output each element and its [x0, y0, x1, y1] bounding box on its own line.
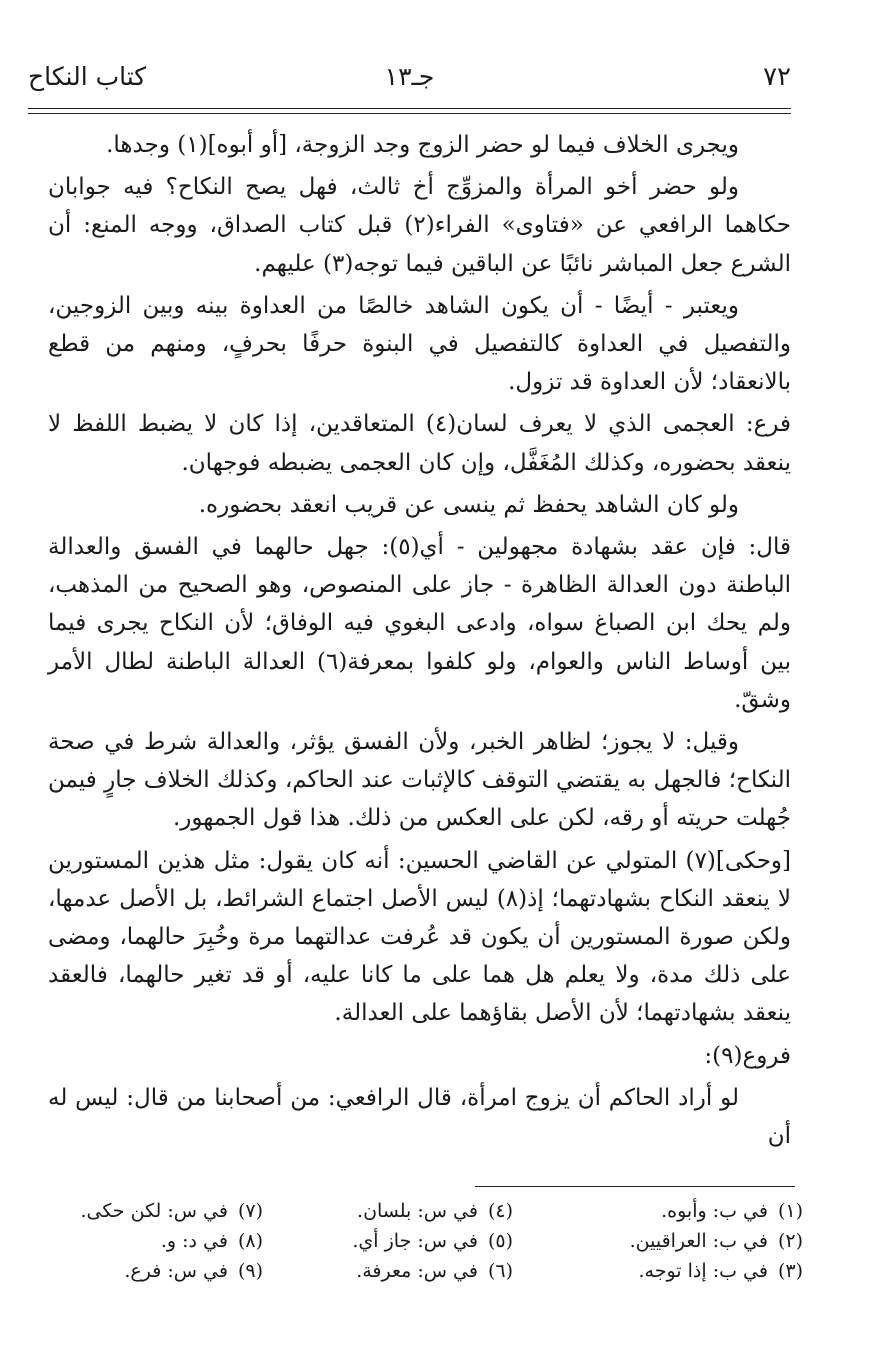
footnote-number: (٤) [487, 1200, 513, 1222]
paragraph: فرع: العجمى الذي لا يعرف لسان(٤) المتعاقدين، إذا كان لا يضبط اللفظ لا ينعقد بحضوره، وكذلك المُغَفَّل، وإن كان العجمى يضبطه فوجهان. [48, 411, 791, 476]
footnote-column [263, 1200, 513, 1290]
footnote-column [13, 1200, 263, 1290]
page-number: ٧٢ [763, 62, 791, 92]
footnote-number: (٩) [237, 1260, 263, 1282]
paragraph: وقيل: لا يجوز؛ لظاهر الخبر، ولأن الفسق يؤثر، والعدالة شرط في صحة النكاح؛ فالجهل به يقتضي التوقف كالإثبات عند الحاكم، وكذلك الخلاف جارٍ فيمن جُهلت حريته أو رقه، لكن على العكس من ذلك. هذا قول الجمهور. [48, 729, 791, 832]
footnote-number: (٢) [777, 1230, 803, 1252]
footnote [13, 1200, 263, 1230]
footnote [553, 1260, 803, 1290]
footnote-text: في ب: العراقيين. [629, 1230, 768, 1252]
footnote-number: (٧) [237, 1200, 263, 1222]
footnote-rule [475, 1186, 795, 1187]
paragraph: قال: فإن عقد بشهادة مجهولين - أي(٥): جهل حالهما في الفسق والعدالة الباطنة دون العدالة الظاهرة - جاز على المنصوص، وهو الصحيح من المذهب، ولم يحك ابن الصباغ سواه، وادعى البغوي فيه الوفاق؛ لأن النكاح يجرى فيما بين أوساط الناس والعوام، ولو كلفوا بمعرفة(٦) العدالة الباطنة لطال الأمر وشقّ. [48, 534, 791, 713]
page-header [28, 62, 791, 102]
footnote-text: في س: بلسان. [357, 1200, 478, 1222]
footnote-text: في د: و. [160, 1230, 228, 1252]
footnote [13, 1230, 263, 1260]
footnote-number: (٣) [777, 1260, 803, 1282]
footnote-text: في ب: وأبوه. [661, 1200, 768, 1222]
header-rule [28, 108, 791, 109]
footnote [13, 1260, 263, 1290]
footnote [553, 1200, 803, 1230]
book-title: كتاب النكاح [28, 62, 147, 91]
footnote-text: في س: معرفة. [356, 1260, 478, 1282]
volume-label: جـ١٣ [384, 62, 435, 91]
header-rule-thin [28, 113, 791, 114]
footnote-text: في ب: إذا توجه. [638, 1260, 768, 1282]
paragraph: لو أراد الحاكم أن يزوج امرأة، قال الرافعي: من أصحابنا من قال: ليس له أن [48, 1084, 791, 1150]
section-heading: فروع(٩): [704, 1042, 791, 1069]
body-text [48, 126, 791, 1155]
footnote-text: في س: جاز أي. [352, 1230, 478, 1252]
footnote [263, 1230, 513, 1260]
footnote-column [553, 1200, 803, 1290]
paragraph: ولو كان الشاهد يحفظ ثم ينسى عن قريب انعقد بحضوره. [198, 491, 739, 518]
footnote [263, 1260, 513, 1290]
paragraph: ويعتبر - أيضًا - أن يكون الشاهد خالصًا من العداوة بينه وبين الزوجين، والتفصيل في العداوة كالتفصيل في البنوة حرفًا بحرفٍ، ومنهم من قطع بالانعقاد؛ لأن العداوة قد تزول. [48, 292, 791, 396]
footnote-text: في س: فرع. [124, 1260, 228, 1282]
paragraph: ويجرى الخلاف فيما لو حضر الزوج وجد الزوجة، [أو أبوه](١) وجدها. [106, 132, 739, 158]
footnote [553, 1230, 803, 1260]
footnote-number: (١) [777, 1200, 803, 1222]
footnote-number: (٥) [487, 1230, 513, 1252]
footnote-text: في س: لكن حكى. [80, 1200, 228, 1222]
paragraph: ولو حضر أخو المرأة والمزوِّج أخ ثالث، فهل يصح النكاح؟ فيه جوابان حكاهما الرافعي عن «فتاوى» الفراء(٢) قبل كتاب الصداق، ووجه المنع: أن الشرع جعل المباشر نائبًا عن الباقين فيما توجه(٣) عليهم. [48, 174, 791, 277]
footnote [263, 1200, 513, 1230]
footnote-number: (٦) [487, 1260, 513, 1282]
paragraph: [وحكى](٧) المتولي عن القاضي الحسين: أنه كان يقول: مثل هذين المستورين لا ينعقد النكاح بشهادتهما؛ إذ(٨) ليس الأصل اجتماع الشرائط، بل الأصل عدمها، ولكن صورة المستورين أن يكون قد عُرفت عدالتهما مرة وخُبِرَ حالهما، ومضى على ذلك مدة، ولا يعلم هل هما على ما كانا عليه، أو قد تغير حالهما، فالعقد ينعقد بشهادتهما؛ لأن الأصل بقاؤهما على العدالة. [48, 847, 791, 1027]
footnote-number: (٨) [237, 1230, 263, 1252]
